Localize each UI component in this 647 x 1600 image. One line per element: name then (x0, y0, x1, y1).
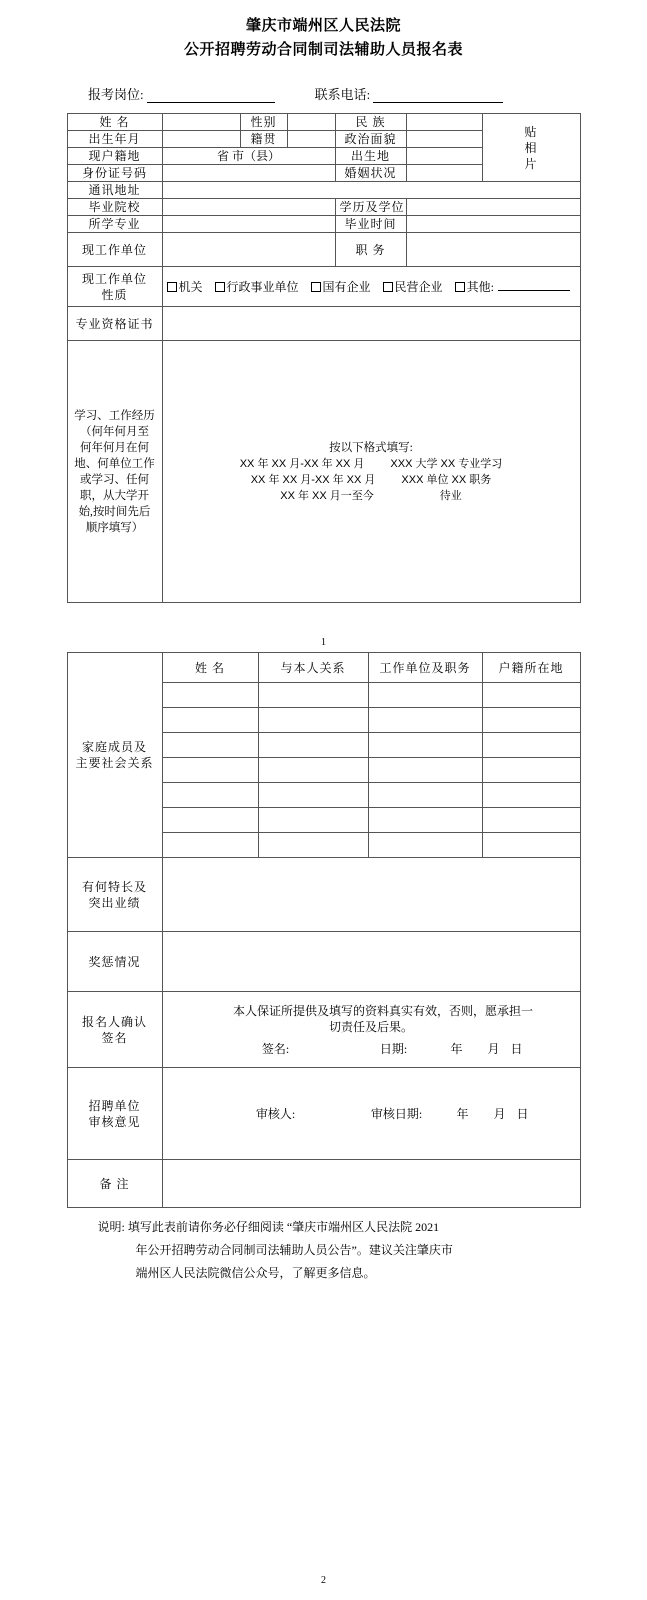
unit-nature-options (162, 267, 580, 307)
date-label: 日期: (379, 1041, 408, 1056)
household-input[interactable]: 省 市（县） (162, 148, 335, 165)
family-cell-name[interactable] (162, 833, 258, 858)
year-label[interactable]: 年 (450, 1041, 463, 1056)
graduation-time-label: 毕业时间 (335, 216, 406, 233)
family-cell-workplace[interactable] (368, 808, 482, 833)
job-title-input[interactable] (406, 233, 580, 267)
experience-label-line-6: 职，从大学开 (80, 489, 149, 502)
school-label: 毕业院校 (67, 199, 162, 216)
review-month-label[interactable]: 月 (493, 1106, 506, 1121)
confirmation-label-line-1: 报名人确认 (81, 1014, 147, 1029)
birthplace-label: 出生地 (335, 148, 406, 165)
phone-label: 联系电话: (314, 87, 371, 102)
table-row (67, 233, 580, 267)
degree-input[interactable] (406, 199, 580, 216)
secondary-info-table (67, 652, 581, 1208)
family-cell-residence[interactable] (482, 708, 580, 733)
family-cell-workplace[interactable] (368, 683, 482, 708)
table-row (67, 307, 580, 341)
family-cell-workplace[interactable] (368, 833, 482, 858)
checkbox-icon[interactable] (215, 282, 225, 292)
sample-period: XX 年 XX 月-XX 年 XX 月 (239, 457, 365, 470)
table-row (67, 182, 580, 199)
experience-label-line-8: 顺序填写） (85, 521, 144, 534)
month-label[interactable]: 月 (487, 1041, 500, 1056)
photo-char-3: 片 (524, 156, 538, 171)
checkbox-label: 机关 (178, 280, 203, 294)
column-header-name: 姓 名 (162, 653, 258, 683)
experience-label-line-5: 或学习、任何 (80, 473, 149, 486)
major-label: 所学专业 (67, 216, 162, 233)
confirmation-label (67, 992, 162, 1068)
family-cell-name[interactable] (162, 808, 258, 833)
address-input[interactable] (162, 182, 580, 199)
specialty-label-line-1: 有何特长及 (81, 879, 147, 894)
family-cell-relation[interactable] (258, 783, 368, 808)
native-place-input[interactable] (287, 131, 335, 148)
certificate-input[interactable] (162, 307, 580, 341)
day-label[interactable]: 日 (510, 1041, 523, 1056)
main-info-table (67, 113, 581, 603)
table-row (67, 992, 580, 1068)
checkbox-label: 其他: (466, 280, 494, 294)
rewards-input[interactable] (162, 932, 580, 992)
sample-detail: XXX 单位 XX 职务 (401, 473, 492, 486)
family-cell-relation[interactable] (258, 733, 368, 758)
job-title-label: 职 务 (335, 233, 406, 267)
family-cell-relation[interactable] (258, 683, 368, 708)
family-cell-residence[interactable] (482, 758, 580, 783)
checkbox-icon[interactable] (167, 282, 177, 292)
sample-period: XX 年 XX 月一至今 (280, 489, 374, 502)
graduation-time-input[interactable] (406, 216, 580, 233)
experience-sample-row (167, 472, 576, 488)
experience-label-line-3: 何年何月在何 (80, 441, 149, 454)
column-header-workplace: 工作单位及职务 (368, 653, 482, 683)
family-cell-workplace[interactable] (368, 733, 482, 758)
degree-label: 学历及学位 (335, 199, 406, 216)
experience-input[interactable] (162, 341, 580, 603)
experience-sample-row (167, 488, 576, 504)
experience-label-line-1: 学习、工作经历 (74, 409, 155, 422)
family-cell-workplace[interactable] (368, 758, 482, 783)
column-header-residence: 户籍所在地 (482, 653, 580, 683)
specialty-label-line-2: 突出业绩 (88, 895, 141, 910)
column-header-relation: 与本人关系 (258, 653, 368, 683)
signature-label[interactable]: 签名: (261, 1041, 290, 1056)
specialty-input[interactable] (162, 858, 580, 932)
table-row (67, 858, 580, 932)
family-cell-relation[interactable] (258, 708, 368, 733)
unit-nature-label-line-1: 现工作单位 (81, 271, 147, 286)
experience-label (67, 341, 162, 603)
table-row (67, 341, 580, 603)
native-place-label: 籍贯 (240, 131, 287, 148)
sample-detail: XXX 大学 XX 专业学习 (390, 457, 503, 470)
household-label: 现户籍地 (67, 148, 162, 165)
family-cell-residence[interactable] (482, 808, 580, 833)
table-header-row (67, 653, 580, 683)
review-year-label[interactable]: 年 (456, 1106, 469, 1121)
checkbox-option-other[interactable] (455, 278, 570, 295)
family-cell-name[interactable] (162, 758, 258, 783)
family-label-line-1: 家庭成员及 (81, 740, 147, 754)
specialty-label (67, 858, 162, 932)
family-cell-residence[interactable] (482, 783, 580, 808)
work-unit-label: 现工作单位 (67, 233, 162, 267)
page-number-2: 2 (321, 1575, 326, 1586)
ethnicity-input[interactable] (406, 114, 482, 131)
checkbox-label: 民营企业 (394, 280, 443, 294)
experience-hint: 按以下格式填写: (329, 441, 413, 454)
ethnicity-label: 民 族 (335, 114, 406, 131)
declaration-line-1: 本人保证所提供及填写的资料真实有效，否则，愿承担一 (232, 1003, 533, 1018)
checkbox-label: 行政事业单位 (226, 280, 299, 294)
review-label-line-2: 审核意见 (88, 1114, 141, 1129)
reviewer-row (167, 1106, 576, 1122)
birth-input[interactable] (162, 131, 240, 148)
footer-note (74, 1216, 574, 1285)
other-input[interactable] (498, 278, 570, 291)
position-label: 报考岗位: (88, 87, 144, 102)
gender-label: 性别 (240, 114, 287, 131)
table-row (67, 114, 580, 131)
marital-status-input[interactable] (406, 165, 482, 182)
signature-row (167, 1041, 576, 1057)
header-fields (0, 84, 647, 103)
family-cell-residence[interactable] (482, 733, 580, 758)
birth-label: 出生年月 (67, 131, 162, 148)
remarks-input[interactable] (162, 1160, 580, 1208)
unit-nature-label (67, 267, 162, 307)
note-line-2: 年公开招聘劳动合同制司法辅助人员公告”。建议关注肇庆市 (135, 1243, 453, 1257)
title-line-1: 肇庆市端州区人民法院 (245, 18, 401, 34)
family-cell-workplace[interactable] (368, 783, 482, 808)
table-row (67, 1068, 580, 1160)
checkbox-option-private-enterprise[interactable] (383, 279, 443, 295)
political-status-input[interactable] (406, 131, 482, 148)
review-label (67, 1068, 162, 1160)
note-line-1: 说明: 填写此表前请你务必仔细阅读 “肇庆市端州区人民法院 2021 (97, 1220, 440, 1234)
checkbox-icon[interactable] (455, 282, 465, 292)
checkbox-option-government[interactable] (167, 279, 203, 295)
page-number-1: 1 (321, 637, 326, 648)
confirmation-label-line-2: 签名 (101, 1030, 128, 1045)
remarks-label: 备 注 (67, 1160, 162, 1208)
experience-label-line-2: （何年何月至 (80, 425, 149, 438)
certificate-label: 专业资格证书 (67, 307, 162, 341)
reviewer-label[interactable]: 审核人: (255, 1106, 296, 1121)
checkbox-option-public-institution[interactable] (215, 279, 299, 295)
family-cell-name[interactable] (162, 783, 258, 808)
sample-period: XX 年 XX 月-XX 年 XX 月 (250, 473, 376, 486)
marital-status-label: 婚姻状况 (335, 165, 406, 182)
family-cell-name[interactable] (162, 733, 258, 758)
id-number-label: 身份证号码 (67, 165, 162, 182)
political-status-label: 政治面貌 (335, 131, 406, 148)
note-line-3: 端州区人民法院微信公众号，了解更多信息。 (135, 1266, 376, 1280)
family-label (67, 653, 162, 858)
rewards-label: 奖惩情况 (67, 932, 162, 992)
checkbox-icon[interactable] (383, 282, 393, 292)
table-row (67, 216, 580, 233)
name-label: 姓 名 (67, 114, 162, 131)
experience-label-line-4: 地、何单位工作 (74, 457, 155, 470)
table-row (67, 267, 580, 307)
gender-input[interactable] (287, 114, 335, 131)
family-cell-relation[interactable] (258, 808, 368, 833)
school-input[interactable] (162, 199, 335, 216)
family-cell-residence[interactable] (482, 833, 580, 858)
photo-cell[interactable] (482, 114, 580, 182)
declaration-line-2: 切责任及后果。 (328, 1019, 413, 1034)
family-cell-workplace[interactable] (368, 708, 482, 733)
family-cell-name[interactable] (162, 683, 258, 708)
experience-sample-row (167, 456, 576, 472)
name-input[interactable] (162, 114, 240, 131)
checkbox-icon[interactable] (311, 282, 321, 292)
id-number-input[interactable] (162, 165, 335, 182)
phone-input[interactable] (373, 89, 503, 103)
phone-field[interactable] (315, 84, 504, 103)
family-cell-residence[interactable] (482, 683, 580, 708)
title-line-2: 公开招聘劳动合同制司法辅助人员报名表 (183, 42, 463, 58)
review-day-label[interactable]: 日 (516, 1106, 529, 1121)
family-cell-relation[interactable] (258, 833, 368, 858)
experience-label-line-7: 始,按时间先后 (78, 505, 151, 518)
table-row (67, 1160, 580, 1208)
position-input[interactable] (147, 89, 275, 103)
checkbox-label: 国有企业 (322, 280, 371, 294)
birthplace-input[interactable] (406, 148, 482, 165)
review-content[interactable] (162, 1068, 580, 1160)
checkbox-option-state-enterprise[interactable] (311, 279, 371, 295)
photo-char-2: 相 (524, 140, 538, 155)
review-label-line-1: 招聘单位 (88, 1098, 141, 1113)
unit-nature-label-line-2: 性质 (101, 287, 128, 302)
table-row (67, 199, 580, 216)
position-field[interactable] (88, 84, 275, 103)
major-input[interactable] (162, 216, 335, 233)
document-title (0, 0, 647, 62)
work-unit-input[interactable] (162, 233, 335, 267)
sample-detail: 待业 (439, 489, 462, 502)
address-label: 通讯地址 (67, 182, 162, 199)
table-row (67, 932, 580, 992)
family-cell-name[interactable] (162, 708, 258, 733)
review-date-label: 审核日期: (370, 1106, 423, 1121)
photo-char-1: 贴 (524, 124, 538, 139)
confirmation-content (162, 992, 580, 1068)
family-cell-relation[interactable] (258, 758, 368, 783)
family-label-line-2: 主要社会关系 (75, 756, 154, 770)
